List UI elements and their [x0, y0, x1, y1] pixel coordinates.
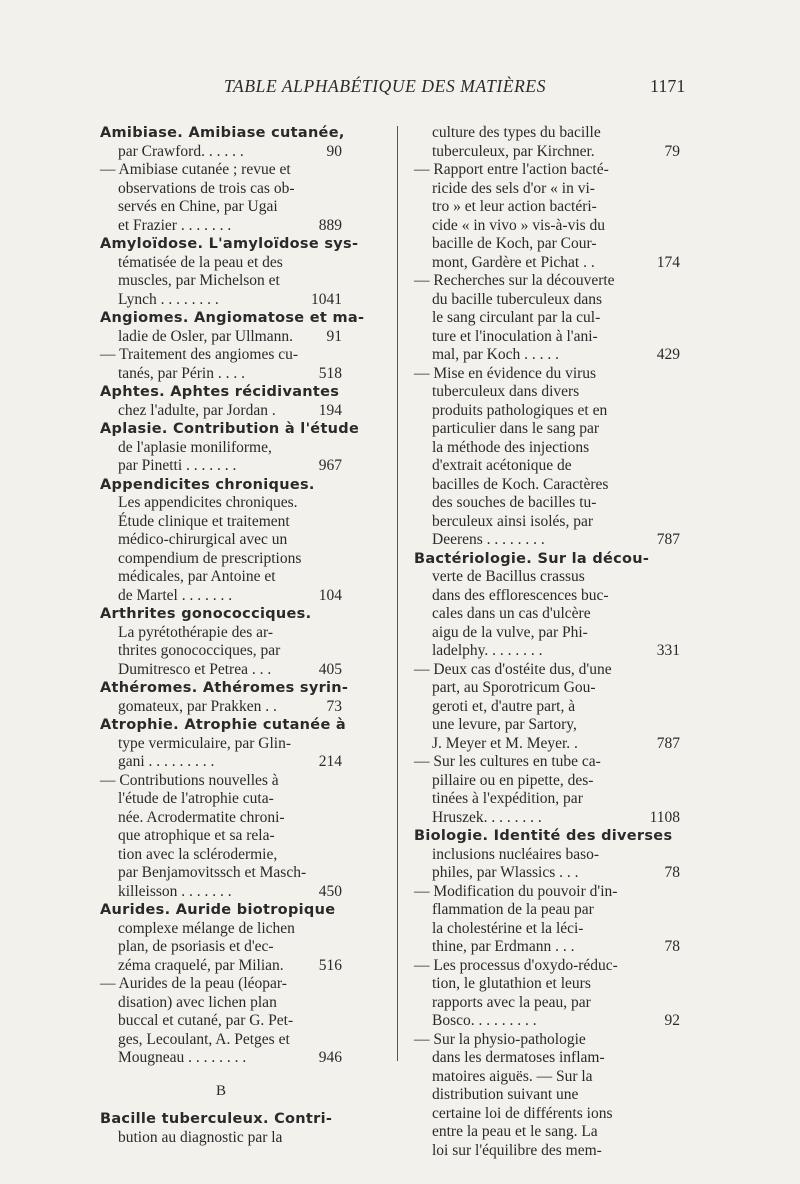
page-ref: 79	[664, 142, 680, 160]
entry-line: mal, par Koch . . . . . 429	[432, 346, 680, 363]
entry-line: ture et l'inoculation à l'ani-	[432, 327, 598, 345]
entry-line: cales dans un cas d'ulcère	[432, 605, 591, 622]
entry-line: — Sur les cultures en tube ca-	[414, 753, 601, 770]
entry-line: tion, le glutathion et leurs	[432, 975, 591, 992]
entry-line: dans les dermatoses inflam-	[432, 1049, 605, 1066]
column-divider	[397, 126, 398, 1061]
entry-line: la méthode des injections	[432, 438, 590, 456]
page-ref: 787	[656, 531, 680, 548]
entry-line: ladelphy. . . . . . . . 331	[432, 642, 680, 659]
entry-atrophie	[100, 716, 347, 901]
entry-line: plan, de psoriasis et d'ec-	[118, 938, 274, 955]
entry-line: — Sur la physio-pathologie	[414, 1030, 586, 1048]
entry-line: killeisson . . . . . . . 450	[118, 882, 342, 900]
entry-line: Bosco. . . . . . . . . 92	[432, 1012, 680, 1029]
entry-amyloidose	[100, 235, 359, 309]
entry-line: gomateux, par Prakken . . 73	[118, 697, 342, 715]
entry-line: Bactériologie. Sur la décou-	[414, 550, 650, 567]
entry-line: — Amibiase cutanée ; revue et	[100, 161, 291, 178]
entry-line: particulier dans le sang par	[432, 420, 599, 437]
right-column	[414, 124, 680, 1160]
entry-line: entre la peau et le sang. La	[432, 1123, 598, 1140]
page-ref: 331	[656, 642, 680, 659]
page-ref: 1041	[311, 290, 342, 308]
entry-line: loi sur l'équilibre des mem-	[432, 1141, 602, 1159]
entry-line: le sang circulant par la cul-	[432, 309, 601, 326]
page-ref: 1108	[649, 808, 680, 826]
entry-line: rapports avec la peau, par	[432, 993, 591, 1011]
entry-line: gani . . . . . . . . . 214	[118, 753, 342, 770]
entry-line: médicales, par Antoine et	[118, 568, 276, 585]
entry-line: flammation de la peau par	[432, 901, 594, 918]
entry-bacille-cont	[414, 124, 680, 550]
page-ref: 90	[326, 142, 342, 160]
entry-line: ricide des sels d'or « in vi-	[432, 179, 595, 197]
entry-line: et Frazier . . . . . . . 889	[118, 216, 342, 234]
entry-line: des souches de bacilles tu-	[432, 494, 597, 511]
page-ref: 78	[664, 864, 680, 881]
entry-amibiase	[100, 124, 345, 235]
page-ref: 78	[664, 938, 680, 955]
entry-line: distribution suivant une	[432, 1086, 579, 1103]
page-ref: 518	[318, 364, 342, 382]
entry-line: tématisée de la peau et des	[118, 253, 283, 271]
entry-aphtes	[100, 383, 342, 420]
entry-line: chez l'adulte, par Jordan . 194	[118, 401, 342, 419]
entry-line: cide « in vivo » vis-à-vis du	[432, 216, 606, 234]
entry-aplasie	[100, 420, 360, 476]
entry-line: — Traitement des angiomes cu-	[100, 346, 299, 363]
page-ref: 174	[656, 253, 680, 271]
entry-line: Lynch . . . . . . . . 1041	[118, 290, 342, 308]
entry-bacille	[100, 1110, 342, 1147]
entry-line: Aplasie. Contribution à l'étude	[100, 421, 360, 437]
page-ref: 787	[656, 734, 680, 752]
entry-line: que atrophique et sa rela-	[118, 827, 275, 844]
left-column	[100, 124, 365, 1147]
page-ref: 429	[656, 346, 680, 363]
entry-line: culture des types du bacille	[432, 124, 601, 141]
entry-line: mont, Gardère et Pichat . . 174	[432, 253, 680, 271]
entry-line: de l'aplasie moniliforme,	[118, 438, 272, 456]
entry-line: servés en Chine, par Ugai	[118, 198, 278, 215]
entry-line: par Crawford. . . . . . 90	[118, 142, 342, 160]
page-ref: 214	[318, 753, 342, 770]
entry-line: par Pinetti . . . . . . . 967	[118, 457, 342, 474]
page-ref: 92	[664, 1012, 680, 1029]
page-ref: 405	[318, 660, 342, 678]
entry-line: ladie de Osler, par Ullmann. 91	[118, 327, 342, 345]
entry-line: une levure, par Sartory,	[432, 716, 577, 733]
entry-aurides	[100, 901, 342, 1068]
page-ref: 516	[318, 956, 342, 974]
section-letter-b: B	[215, 1082, 226, 1099]
entry-line: matoires aiguës. — Sur la	[432, 1067, 593, 1085]
entry-line: part, au Sporotricum Gou-	[432, 679, 596, 696]
page-ref: 104	[318, 586, 342, 604]
entry-line: tinées à l'expédition, par	[432, 790, 583, 807]
entry-line: observations de trois cas ob-	[118, 179, 295, 197]
entry-line: Appendicites chroniques.	[100, 476, 315, 493]
entry-line: bution au diagnostic par la	[118, 1128, 283, 1146]
entry-line: certaine loi de différents ions	[432, 1104, 613, 1122]
entry-line: J. Meyer et M. Meyer. . 787	[432, 734, 680, 752]
entry-line: disation) avec lichen plan	[118, 993, 277, 1011]
page-ref: 91	[326, 327, 342, 345]
entry-line: pillaire ou en pipette, des-	[432, 771, 594, 789]
entry-line: tro » et leur action bactéri-	[432, 198, 597, 215]
entry-line: — Contributions nouvelles à	[100, 771, 279, 789]
entry-line: compendium de prescriptions	[118, 549, 302, 567]
page-ref: 450	[318, 882, 342, 900]
entry-line: produits pathologiques et en	[432, 401, 608, 419]
entry-line: de Martel . . . . . . . 104	[118, 586, 342, 604]
entry-line: Les appendicites chroniques.	[118, 494, 298, 511]
entry-line: Aphtes. Aphtes récidivantes	[100, 384, 340, 400]
entry-line: zéma craquelé, par Milian. 516	[118, 956, 342, 974]
entry-atheromes	[100, 679, 349, 716]
entry-line: ges, Lecoulant, A. Petges et	[118, 1030, 290, 1048]
entry-line: — Aurides de la peau (léopar-	[100, 975, 287, 992]
entry-line: — Les processus d'oxydo-réduc-	[414, 956, 618, 974]
entry-line: Amibiase. Amibiase cutanée,	[100, 125, 345, 141]
entry-line: Athéromes. Athéromes syrin-	[100, 680, 349, 696]
entry-line: Atrophie. Atrophie cutanée à	[100, 717, 347, 733]
page-ref: 967	[318, 457, 342, 474]
page-number: 1171	[650, 76, 686, 96]
entry-line: Bacille tuberculeux. Contri-	[100, 1111, 333, 1127]
entry-line: Angiomes. Angiomatose et ma-	[100, 310, 365, 326]
entry-line: Biologie. Identité des diverses	[414, 828, 673, 844]
entry-line: du bacille tuberculeux dans	[432, 290, 603, 308]
entry-line: la cholestérine et la léci-	[432, 919, 584, 937]
entry-line: Étude clinique et traitement	[118, 512, 290, 530]
entry-line: thrites gonococciques, par	[118, 642, 281, 659]
entry-line: complexe mélange de lichen	[118, 919, 295, 937]
entry-line: Hruszek. . . . . . . . 1108	[432, 808, 680, 826]
entry-angiomes	[100, 309, 365, 383]
running-title: TABLE ALPHABÉTIQUE DES MATIÈRES	[224, 76, 547, 96]
entry-line: type vermiculaire, par Glin-	[118, 734, 292, 752]
entry-line: aigu de la vulve, par Phi-	[432, 623, 588, 641]
entry-line: — Deux cas d'ostéite dus, d'une	[414, 660, 612, 678]
entry-line: bacille de Koch, par Cour-	[432, 235, 597, 252]
page-ref: 889	[318, 216, 342, 234]
entry-line: — Rapport entre l'action bacté-	[414, 161, 609, 178]
entry-line: née. Acrodermatite chroni-	[118, 808, 285, 826]
entry-line: Aurides. Auride biotropique	[100, 902, 336, 918]
running-header	[0, 76, 800, 106]
entry-line: thine, par Erdmann . . . 78	[432, 938, 680, 955]
entry-line: muscles, par Michelson et	[118, 272, 280, 289]
entry-line: buccal et cutané, par G. Pet-	[118, 1012, 294, 1029]
entry-line: berculeux ainsi isolés, par	[432, 512, 593, 530]
entry-line: — Modification du pouvoir d'in-	[414, 882, 618, 900]
entry-line: inclusions nucléaires baso-	[432, 845, 600, 863]
page-ref: 194	[318, 401, 342, 419]
entry-line: — Mise en évidence du virus	[414, 364, 597, 382]
entry-line: d'extrait acétonique de	[432, 457, 572, 474]
entry-line: bacilles de Koch. Caractères	[432, 475, 609, 493]
entry-line: médico-chirurgical avec un	[118, 531, 288, 548]
entry-line: l'étude de l'atrophie cuta-	[118, 790, 274, 807]
entry-appendicites	[100, 476, 342, 606]
entry-line: philes, par Wlassics . . . 78	[432, 864, 680, 881]
entry-line: dans des efflorescences buc-	[432, 586, 609, 604]
entry-line: tuberculeux dans divers	[432, 383, 580, 400]
entry-line: Dumitresco et Petrea . . . 405	[118, 660, 342, 678]
entry-line: tuberculeux, par Kirchner. 79	[432, 142, 680, 160]
entry-line: Deerens . . . . . . . . 787	[432, 531, 680, 548]
entry-line: La pyrétothérapie des ar-	[118, 623, 274, 641]
entry-line: tanés, par Périn . . . . 518	[118, 364, 342, 382]
page-ref: 73	[326, 697, 342, 715]
entry-line: verte de Bacillus crassus	[432, 568, 585, 585]
entry-biologie	[414, 827, 680, 1160]
entry-line: par Benjamovitssch et Masch-	[118, 864, 307, 881]
entry-line: — Recherches sur la découverte	[414, 272, 615, 289]
entry-bacteriologie	[414, 550, 680, 828]
entry-line: Arthrites gonococciques.	[100, 606, 312, 622]
entry-line: Mougneau . . . . . . . . 946	[118, 1049, 342, 1066]
entry-line: geroti et, d'autre part, à	[432, 697, 576, 715]
entry-line: Amyloïdose. L'amyloïdose sys-	[100, 236, 359, 252]
entry-arthrites	[100, 605, 342, 679]
entry-line: tion avec la sclérodermie,	[118, 845, 278, 863]
page-ref: 946	[318, 1049, 342, 1066]
